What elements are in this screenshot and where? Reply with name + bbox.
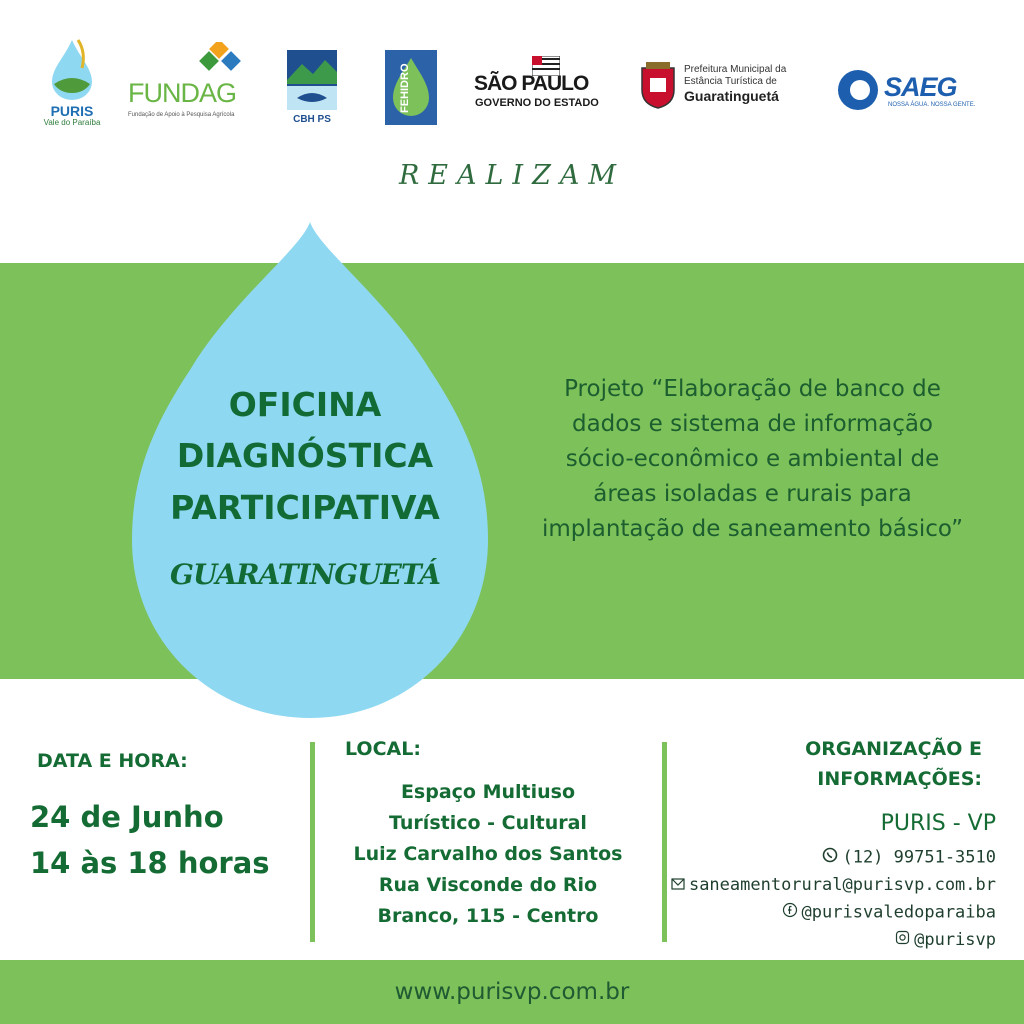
fehidro-logo-name: FEHIDRO bbox=[399, 63, 411, 113]
prefeitura-line3: Guaratinguetá bbox=[684, 88, 779, 104]
facebook-icon bbox=[782, 902, 798, 923]
email-text[interactable]: saneamentorural@purisvp.com.br bbox=[688, 875, 996, 895]
realizam-label: REALIZAM bbox=[398, 160, 626, 191]
title-line2: DIAGNÓSTICA bbox=[176, 436, 434, 475]
sao-paulo-logo-sub: GOVERNO DO ESTADO bbox=[475, 97, 599, 109]
prefeitura-line1: Prefeitura Municipal da bbox=[684, 64, 787, 75]
puris-logo-name: PURIS bbox=[50, 103, 94, 119]
contact-facebook[interactable] bbox=[782, 902, 996, 923]
project-line: sócio-econômico e ambiental de bbox=[565, 446, 940, 472]
cbh-logo-name: CBH PS bbox=[293, 114, 331, 125]
prefeitura-line2: Estância Turística de bbox=[684, 76, 777, 87]
title-line1: OFICINA bbox=[228, 385, 382, 424]
location-label: LOCAL: bbox=[345, 738, 421, 760]
location-address bbox=[318, 777, 658, 932]
website-link[interactable]: www.purisvp.com.br bbox=[394, 979, 630, 1005]
location-line: Rua Visconde do Rio bbox=[378, 874, 598, 896]
saeg-logo-sub: NOSSA ÁGUA. NOSSA GENTE. bbox=[888, 102, 976, 108]
date-day: 24 de Junho bbox=[30, 800, 224, 834]
divider-left bbox=[310, 742, 315, 942]
saeg-logo-name: SAEG bbox=[884, 72, 957, 102]
email-icon bbox=[671, 875, 685, 895]
org-label-1: ORGANIZAÇÃO E bbox=[805, 738, 982, 760]
location-line: Luiz Carvalho dos Santos bbox=[353, 843, 623, 865]
instagram-text[interactable]: @purisvp bbox=[914, 930, 996, 950]
project-line: dados e sistema de informação bbox=[571, 411, 933, 437]
divider-right bbox=[662, 742, 667, 942]
instagram-icon bbox=[895, 930, 910, 950]
date-time: 14 às 18 horas bbox=[30, 846, 270, 880]
location-line: Branco, 115 - Centro bbox=[377, 905, 599, 927]
city-title: GUARATINGUETÁ bbox=[170, 558, 440, 591]
location-line: Espaço Multiuso bbox=[400, 781, 576, 803]
contact-instagram[interactable] bbox=[895, 930, 996, 950]
sao-paulo-logo-name: SÃO PAULO bbox=[474, 72, 589, 95]
whatsapp-icon bbox=[822, 847, 838, 868]
phone-text: (12) 99751-3510 bbox=[842, 847, 996, 868]
project-line: implantação de saneamento básico” bbox=[541, 516, 964, 542]
project-line: áreas isoladas e rurais para bbox=[593, 481, 912, 507]
org-name: PURIS - VP bbox=[880, 811, 996, 836]
date-label: DATA E HORA: bbox=[37, 750, 188, 772]
fundag-logo-sub: Fundação de Apoio à Pesquisa Agrícola bbox=[128, 112, 235, 118]
contact-phone bbox=[822, 847, 996, 868]
contact-email[interactable] bbox=[671, 875, 996, 895]
footer-band bbox=[0, 960, 1024, 1024]
facebook-text[interactable]: @purisvaledoparaiba bbox=[801, 902, 996, 923]
puris-logo-sub: Vale do Paraíba bbox=[43, 118, 101, 127]
project-line: Projeto “Elaboração de banco de bbox=[564, 376, 941, 402]
org-label-2: INFORMAÇÕES: bbox=[817, 768, 982, 790]
fundag-logo-name: FUNDAG bbox=[128, 78, 236, 108]
location-line: Turístico - Cultural bbox=[389, 812, 587, 834]
project-description bbox=[490, 372, 1015, 547]
title-line3: PARTICIPATIVA bbox=[170, 488, 440, 527]
